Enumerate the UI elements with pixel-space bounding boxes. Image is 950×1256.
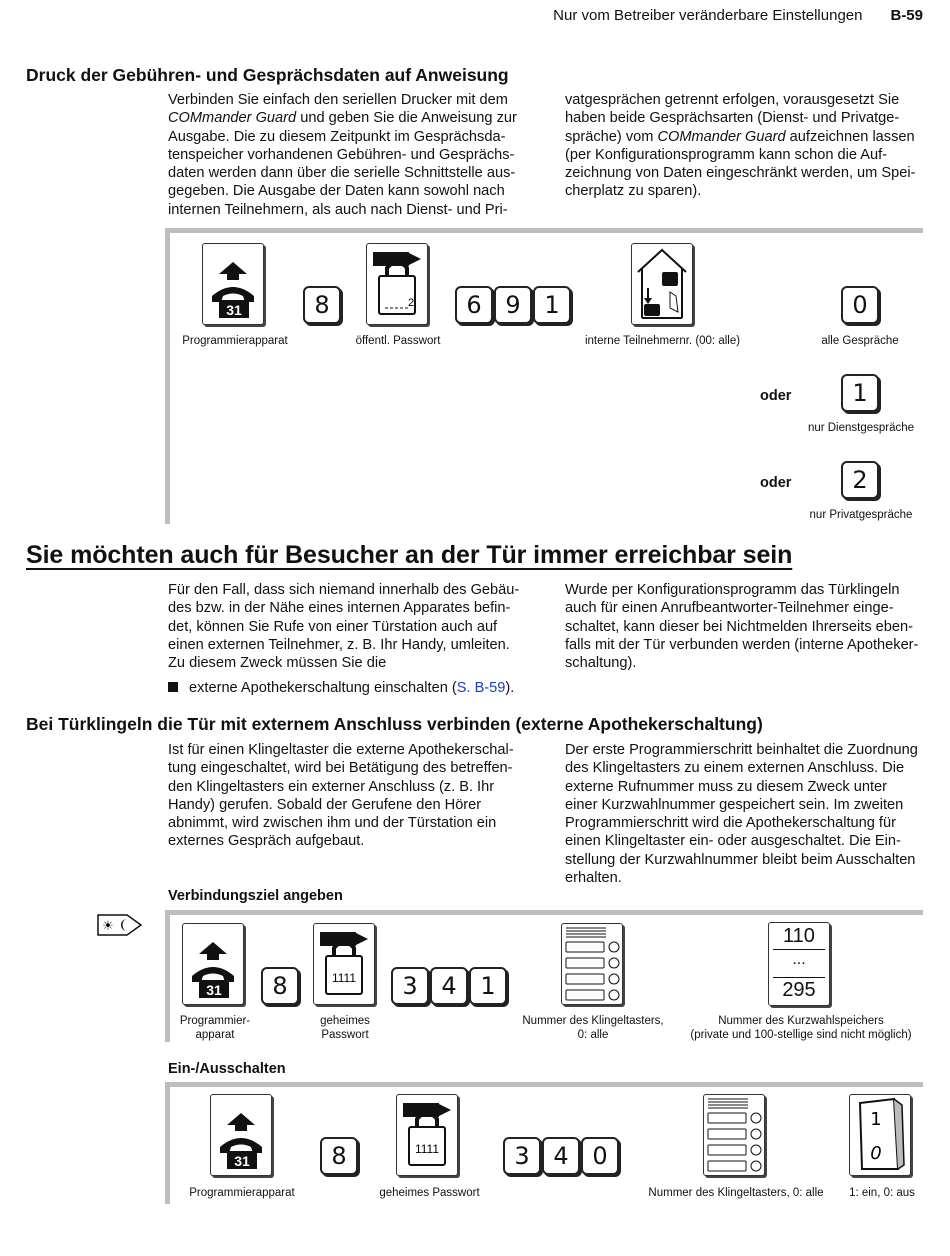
panel-border-top (165, 228, 923, 233)
bullet-square (168, 682, 178, 692)
text-line: Handy) gerufen. Sobald der Gerufene den Hörer (168, 796, 482, 813)
text-line: schaltet, kann dieser bei Nichtmelden Ihrerseits eben- (565, 618, 913, 635)
divider (773, 949, 825, 950)
key-9: 9 (494, 286, 532, 324)
key-1-business: 1 (841, 374, 879, 412)
header-title: Nur vom Betreiber veränderbare Einstellungen (553, 7, 863, 24)
page-header (553, 7, 923, 24)
text-line: spräche) vom COMmander Guard aufzeichnen lassen (565, 128, 915, 145)
text-line: einen externen Teilnehmer, z. B. Ihr Handy, umleiten. (168, 636, 510, 653)
text-line: internen Teilnehmern, als auch nach Dienst- und Pri- (168, 201, 508, 218)
label-internal-number: interne Teilnehmernr. (00: alle) (584, 335, 741, 347)
label-line: geheimes (320, 1015, 370, 1027)
rocker-switch-icon (849, 1094, 911, 1176)
text-line: det, können Sie Rufe von einer Türstation auch auf (168, 618, 498, 635)
key-0-all: 0 (841, 286, 879, 324)
label-switch: 1: ein, 0: aus (849, 1187, 915, 1199)
label-speed-dial (684, 1014, 918, 1042)
section-heading-tuerklingel: Bei Türklingeln die Tür mit externem Anschluss verbinden (externe Apothekerschaltung) (26, 714, 763, 734)
door-bell-panel-icon (703, 1094, 765, 1176)
text-line: externe Rufnummer muss zu diesem Zweck unter (565, 778, 887, 795)
text-line: cherplatz zu sparen). (565, 183, 702, 200)
label-line: Passwort (321, 1029, 369, 1041)
text-line: erhalten. (565, 870, 622, 887)
label-line: (private und 100-stellige sind nicht möglich) (690, 1029, 912, 1041)
speed-dial-range-icon (768, 922, 830, 1006)
bullet-text: externe Apothekerschaltung einschalten ( (189, 680, 457, 697)
key-8: 8 (261, 967, 299, 1005)
panel-border-top (165, 1082, 923, 1087)
bullet-end: ). (505, 680, 515, 697)
text-line: des bzw. in der Nähe eines internen Apparates befin- (168, 600, 511, 617)
speed-dial-start: 110 (783, 925, 815, 947)
text-line: tung eingeschaltet, wird bei Betätigung des betreffen- (168, 760, 513, 777)
text-line: Wurde per Konfigurationsprogramm das Türklingeln (565, 582, 900, 598)
lock-code: 1111 (331, 971, 357, 985)
divider (773, 977, 825, 978)
label-all-calls: alle Gespräche (821, 335, 899, 347)
key-3: 3 (503, 1137, 541, 1175)
text-line: einer Kurzwahlnummer gespeichert sein. Im zweiten (565, 796, 904, 813)
or-label-1: oder (760, 388, 792, 404)
text-line: falls mit der Tür verbunden werden (interne Apotheker- (565, 636, 919, 653)
lock-code: 1111 (414, 1142, 440, 1156)
label-secret-password: geheimes Passwort (379, 1187, 480, 1199)
label-programmierapparat: Programmierapparat (189, 1187, 295, 1199)
label-programmierapparat: Programmierapparat (182, 335, 288, 347)
text-line: haben beide Gesprächsarten (Dienst- und Privatge- (565, 110, 900, 127)
padlock-icon (396, 1094, 458, 1176)
sec2-left-text (168, 581, 526, 698)
label-bell-number: Nummer des Klingeltasters, 0: alle (648, 1187, 824, 1199)
handset-up-icon (202, 243, 264, 325)
text-line: einen Klingeltaster ein- oder ausgeschaltet. Die Ein- (565, 833, 901, 850)
key-6: 6 (455, 286, 493, 324)
key-4: 4 (430, 967, 468, 1005)
panel-border-top (165, 910, 923, 915)
text-line: Verbinden Sie einfach den seriellen Drucker mit dem (168, 92, 508, 108)
bullet-item (168, 679, 526, 697)
text-line: abnimmt, wird zwischen ihm und der Türstation ein (168, 815, 497, 832)
text-line: COMmander Guard und geben Sie die Anweisung zur (168, 110, 517, 127)
key-4: 4 (542, 1137, 580, 1175)
section-heading-druck: Druck der Gebühren- und Gesprächsdaten auf Anweisung (26, 65, 509, 85)
label-line: Nummer des Klingeltasters, (522, 1015, 664, 1027)
key-2-private: 2 (841, 461, 879, 499)
key-1: 1 (533, 286, 571, 324)
key-8: 8 (320, 1137, 358, 1175)
sec1-right-text (565, 91, 923, 201)
text-line: des Klingeltasters zu einem externen Anschluss. Die (565, 760, 905, 777)
text-line: Zu diesem Zweck müssen Sie die (168, 655, 387, 672)
label-programmierapparat (160, 1014, 270, 1042)
phone-number-label: 31 (206, 982, 222, 998)
text-line: zeichnung von Daten eingeschränkt werden, um Spei- (565, 165, 916, 182)
sec3-left-text (168, 741, 526, 851)
diagram-title-switch: Ein-/Ausschalten (168, 1061, 286, 1077)
speed-dial-ellipsis: ... (792, 951, 806, 968)
panel-border-left (165, 1082, 170, 1204)
text-line: gegeben. Die Ausgabe der Daten kann sowohl nach (168, 183, 505, 200)
text-line: den Klingeltasters ein externer Anschluss (z. B. Ihr (168, 778, 495, 795)
sec2-right-text (565, 581, 923, 672)
text-line: Ist für einen Klingeltaster die externe Apothekerschal- (168, 742, 514, 758)
day-night-icon (97, 913, 143, 942)
text-line: Für den Fall, dass sich niemand innerhalb des Gebäu- (168, 582, 520, 598)
page-link[interactable]: S. B-59 (456, 680, 506, 697)
text-line: Ausgabe. Die zu diesem Zeitpunkt im Gesprächsda- (168, 128, 506, 145)
sec3-right-text (565, 741, 923, 887)
handset-up-icon (210, 1094, 272, 1176)
phone-number-label: 31 (234, 1153, 250, 1169)
handset-up-icon (182, 923, 244, 1005)
label-line: 0: alle (577, 1029, 609, 1041)
text-line: vatgesprächen getrennt erfolgen, vorausgesetzt Sie (565, 92, 900, 108)
label-private-calls: nur Privatgespräche (809, 509, 913, 521)
section-heading-besucher: Sie möchten auch für Besucher an der Tür immer erreichbar sein (26, 541, 793, 569)
key-3: 3 (391, 967, 429, 1005)
key-8: 8 (303, 286, 341, 324)
svg-text:☀: ☀ (102, 919, 114, 934)
label-line: Programmier- (179, 1015, 251, 1027)
label-line: Nummer des Kurzwahlspeichers (718, 1015, 884, 1027)
text-line: externes Gespräch aufgebaut. (168, 833, 365, 850)
lock-digit: 2 (407, 297, 415, 309)
label-bell-number (508, 1014, 678, 1042)
product-name: COMmander Guard (657, 128, 786, 145)
phone-number-label: 31 (226, 302, 242, 318)
text-line: Programmierschritt wird die Apothekerschaltung für (565, 815, 896, 832)
label-line: apparat (195, 1029, 235, 1041)
text-line: stellung der Kurzwahlnummer bleibt beim Ausschalten (565, 851, 916, 868)
panel-border-left (165, 228, 170, 524)
switch-off-label: 0 (870, 1143, 882, 1164)
padlock-icon (366, 243, 428, 325)
sec1-left-text (168, 91, 526, 219)
text-line: schaltung). (565, 655, 637, 672)
key-1: 1 (469, 967, 507, 1005)
text-line: Der erste Programmierschritt beinhaltet die Zuordnung (565, 742, 918, 758)
text-line: tenspeicher vorhandenen Gebühren- und Gesprächs- (168, 146, 515, 163)
or-label-2: oder (760, 475, 792, 491)
page-number: B-59 (890, 7, 923, 24)
label-public-password: öffentl. Passwort (355, 335, 441, 347)
text-line: auch für einen Anrufbeantworter-Teilnehmer einge- (565, 600, 894, 617)
door-bell-panel-icon (561, 923, 623, 1005)
text-line: (per Konfigurationsprogramm kann schon die Auf- (565, 146, 888, 163)
key-0: 0 (581, 1137, 619, 1175)
house-phone-icon (631, 243, 693, 325)
text-line: daten werden dann über die serielle Schnittstelle aus- (168, 165, 516, 182)
diagram-title-target: Verbindungsziel angeben (168, 888, 343, 904)
switch-on-label: 1 (870, 1109, 882, 1130)
padlock-icon (313, 923, 375, 1005)
product-name: COMmander Guard (168, 110, 297, 127)
label-business-calls: nur Dienstgespräche (807, 422, 915, 434)
speed-dial-end: 295 (782, 979, 816, 1001)
label-secret-password (295, 1014, 395, 1042)
